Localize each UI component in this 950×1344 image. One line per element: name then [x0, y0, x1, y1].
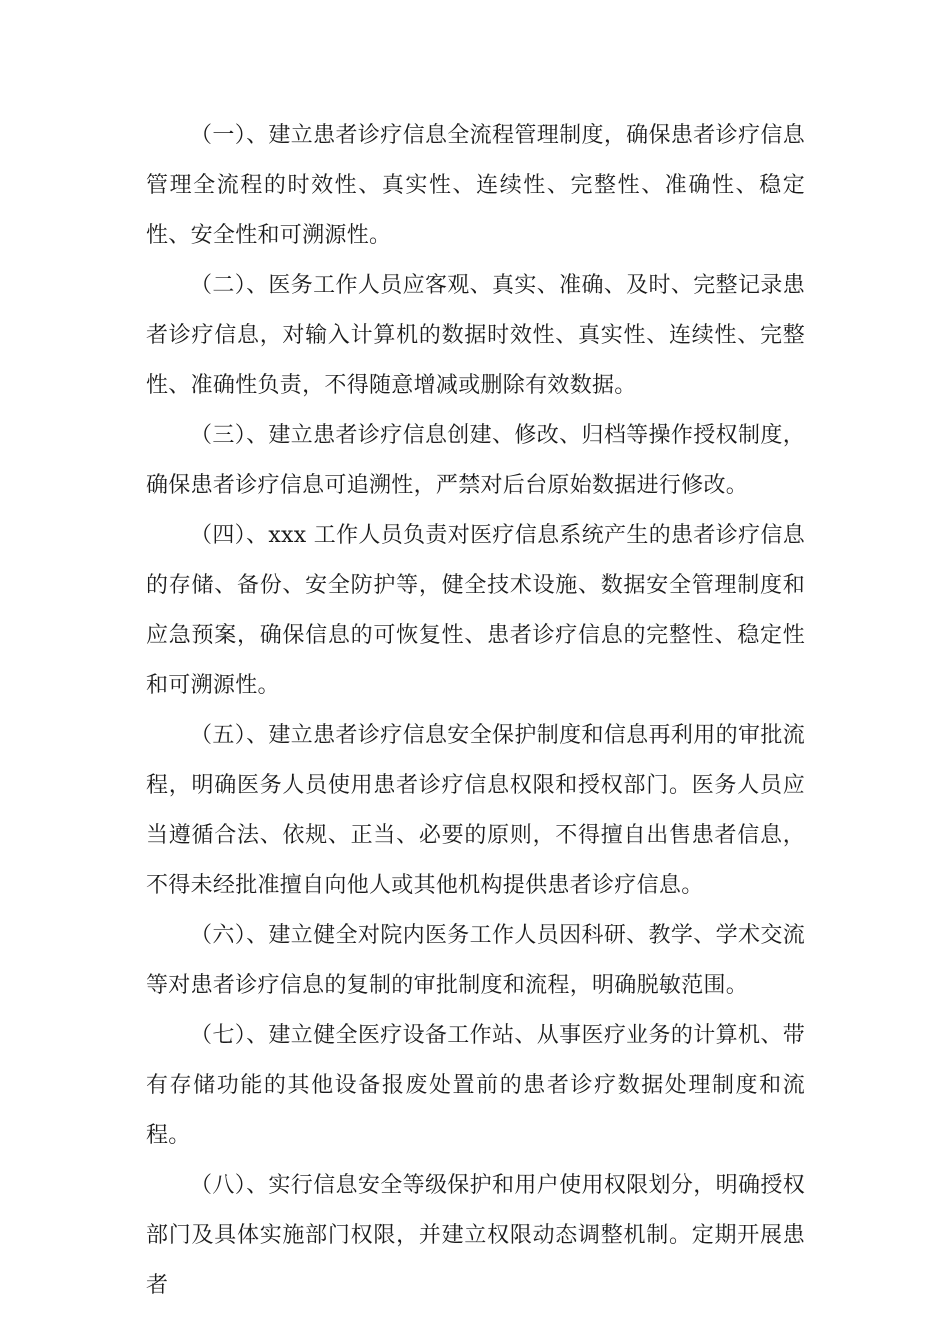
paragraph-2: （二）、医务工作人员应客观、真实、准确、及时、完整记录患者诊疗信息，对输入计算机的数据时效性、真实性、连续性、完整性、准确性负责，不得随意增减或删除有效数据。	[146, 273, 805, 398]
paragraph-6: （六）、建立健全对院内医务工作人员因科研、教学、学术交流等对患者诊疗信息的复制的审批制度和流程，明确脱敏范围。	[146, 923, 805, 998]
document-body	[146, 111, 805, 1311]
paragraph-7: （七）、建立健全医疗设备工作站、从事医疗业务的计算机、带有存储功能的其他设备报废处置前的患者诊疗数据处理制度和流程。	[146, 1023, 805, 1148]
paragraph-3: （三）、建立患者诊疗信息创建、修改、归档等操作授权制度，确保患者诊疗信息可追溯性，严禁对后台原始数据进行修改。	[146, 423, 805, 498]
paragraph-1: （一）、建立患者诊疗信息全流程管理制度，确保患者诊疗信息管理全流程的时效性、真实性、连续性、完整性、准确性、稳定性、安全性和可溯源性。	[146, 123, 805, 248]
paragraph-4: （四）、xxx 工作人员负责对医疗信息系统产生的患者诊疗信息的存储、备份、安全防护等，健全技术设施、数据安全管理制度和应急预案，确保信息的可恢复性、患者诊疗信息的完整性、稳定性和可溯源性。	[146, 523, 805, 698]
paragraph-5: （五）、建立患者诊疗信息安全保护制度和信息再利用的审批流程，明确医务人员使用患者诊疗信息权限和授权部门。医务人员应当遵循合法、依规、正当、必要的原则，不得擅自出售患者信息，不得未经批准擅自向他人或其他机构提供患者诊疗信息。	[146, 723, 805, 898]
paragraph-8: （八）、实行信息安全等级保护和用户使用权限划分，明确授权部门及具体实施部门权限，并建立权限动态调整机制。定期开展患者	[146, 1173, 805, 1298]
